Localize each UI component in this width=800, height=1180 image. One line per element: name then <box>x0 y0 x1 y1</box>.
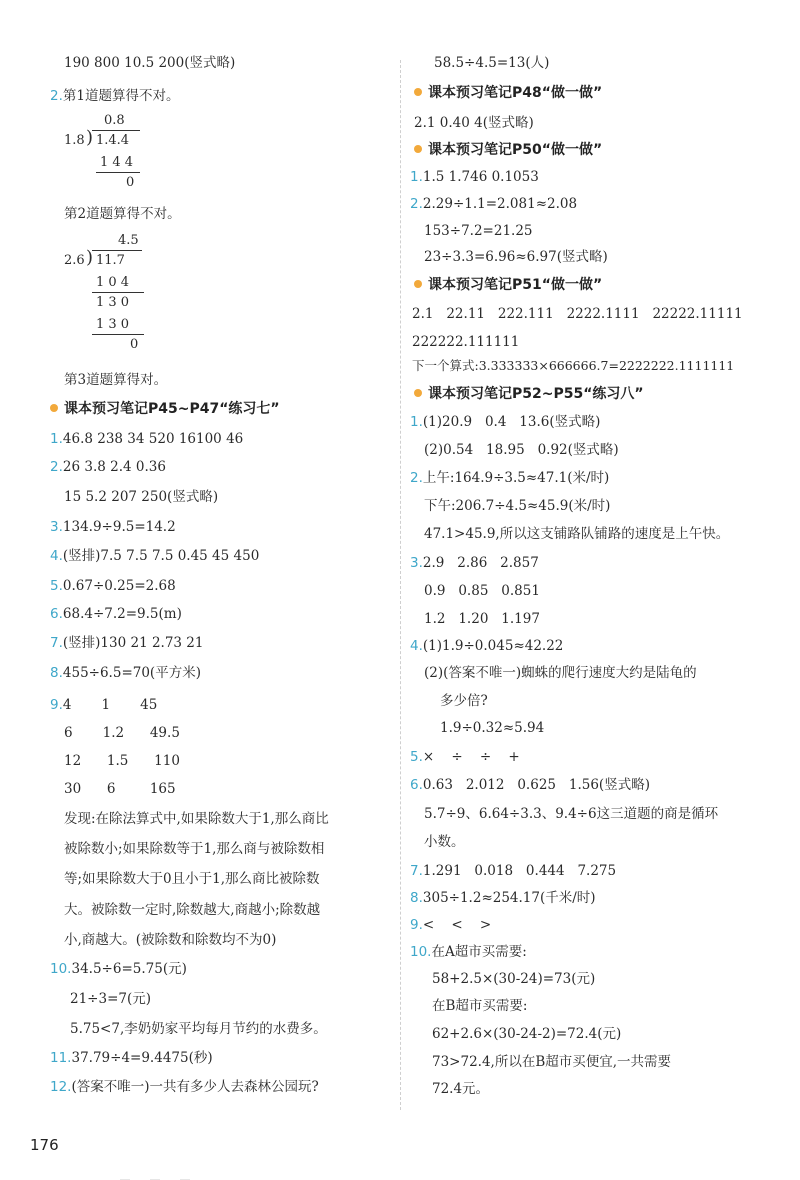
answer-line: 0.9 0.85 0.851 <box>424 583 540 599</box>
answer-line: 1.1.5 1.746 0.1053 <box>410 169 539 185</box>
answer-line: 12.(答案不唯一)一共有多少人去森林公园玩? <box>50 1079 319 1095</box>
answer-line: 2.26 3.8 2.4 0.36 <box>50 459 166 475</box>
answer-line: 153÷7.2=21.25 <box>424 223 533 239</box>
answer-line: 30 6 165 <box>64 781 176 797</box>
answer-line: 第2道题算得不对。 <box>64 206 181 222</box>
section-header: 课本预习笔记P48“做一做” <box>414 84 602 102</box>
answer-line: 1.46.8 238 34 520 16100 46 <box>50 431 244 447</box>
bullet-dot-icon <box>414 280 422 288</box>
answer-line: 10.在A超市买需要: <box>410 944 527 960</box>
long-division-2 <box>60 234 190 358</box>
long-division-1 <box>60 114 180 194</box>
answer-line: 被除数小;如果除数等于1,那么商与被除数相 <box>64 841 325 857</box>
division-bar <box>92 292 144 293</box>
answer-line: 在B超市买需要: <box>432 998 528 1014</box>
division-remainder: 0 <box>126 175 135 190</box>
answer-line: 4.(竖排)7.5 7.5 7.5 0.45 45 450 <box>50 548 260 564</box>
answer-line: 2.1 22.11 222.111 2222.1111 22222.11111 <box>412 306 743 322</box>
section-header: 课本预习笔记P52~P55“练习八” <box>414 385 644 403</box>
answer-line: 190 800 10.5 200(竖式略) <box>64 55 236 71</box>
answer-line: 2.2.29÷1.1=2.081≈2.08 <box>410 196 578 212</box>
division-partial: 1 3 0 <box>96 295 130 310</box>
division-dividend: 11.7 <box>96 253 125 268</box>
answer-line: 10.34.5÷6=5.75(元) <box>50 961 187 977</box>
answer-line: 第3道题算得对。 <box>64 372 168 388</box>
answer-line: 3.2.9 2.86 2.857 <box>410 555 539 571</box>
answer-line: 11.37.79÷4=9.4475(秒) <box>50 1050 213 1066</box>
answer-line: (2)(答案不唯一)蜘蛛的爬行速度大约是陆龟的 <box>424 665 697 681</box>
division-bar <box>96 172 140 173</box>
answer-line: 21÷3=7(元) <box>70 991 152 1007</box>
footer-rule <box>0 1168 800 1180</box>
division-bar <box>92 130 140 131</box>
answer-line: 5.75<7,李奶奶家平均每月节约的水费多。 <box>70 1021 327 1037</box>
answer-line: 2.第1道题算得不对。 <box>50 88 180 104</box>
answer-line: 5.0.67÷0.25=2.68 <box>50 578 176 594</box>
division-bracket: ) <box>86 127 94 148</box>
answer-line: 5.7÷9、6.64÷3.3、9.4÷6这三道题的商是循环 <box>424 806 719 822</box>
division-bar <box>92 334 144 335</box>
answer-line: 23÷3.3=6.96≈6.97(竖式略) <box>424 249 608 265</box>
answer-line: 8.305÷1.2≈254.17(千米/时) <box>410 890 596 906</box>
answer-line: 多少倍? <box>440 693 488 709</box>
answer-line: 58.5÷4.5=13(人) <box>434 55 550 71</box>
bullet-dot-icon <box>50 404 58 412</box>
answer-line: 72.4元。 <box>432 1081 490 1097</box>
bullet-dot-icon <box>414 145 422 153</box>
bullet-dot-icon <box>414 389 422 397</box>
answer-line: 4.(1)1.9÷0.045≈42.22 <box>410 638 564 654</box>
division-dividend: 1.4.4 <box>96 133 130 148</box>
answer-line: 6.68.4÷7.2=9.5(m) <box>50 606 182 622</box>
division-bar <box>92 250 142 251</box>
division-bracket: ) <box>86 247 94 268</box>
answer-line: 62+2.6×(30-24-2)=72.4(元) <box>432 1026 622 1042</box>
division-divisor: 1.8 <box>64 133 85 148</box>
answer-line: 下午:206.7÷4.5≈45.9(米/时) <box>424 498 611 514</box>
answer-line: 73>72.4,所以在B超市买便宜,一共需要 <box>432 1054 672 1070</box>
division-product: 1 4 4 <box>100 155 134 170</box>
answer-line: 8.455÷6.5=70(平方米) <box>50 665 201 681</box>
answer-line: 3.134.9÷9.5=14.2 <box>50 519 176 535</box>
answer-line: 小,商越大。(被除数和除数均不为0) <box>64 932 277 948</box>
column-divider <box>400 60 401 1110</box>
answer-line: 大。被除数一定时,除数越大,商越小;除数越 <box>64 902 321 918</box>
answer-line: 47.1>45.9,所以这支铺路队铺路的速度是上午快。 <box>424 526 730 542</box>
answer-line: 下一个算式:3.333333×666666.7=2222222.1111111 <box>412 358 735 373</box>
answer-line: 6 1.2 49.5 <box>64 725 180 741</box>
answer-line: 5.× ÷ ÷ + <box>410 749 520 765</box>
answer-line: 1.2 1.20 1.197 <box>424 611 540 627</box>
answer-line: 发现:在除法算式中,如果除数大于1,那么商比 <box>64 811 329 827</box>
answer-line: 7.1.291 0.018 0.444 7.275 <box>410 863 617 879</box>
section-header: 课本预习笔记P45~P47“练习七” <box>50 400 280 418</box>
division-product: 1 3 0 <box>96 317 130 332</box>
division-quotient: 4.5 <box>118 233 139 248</box>
bullet-dot-icon <box>414 88 422 96</box>
answer-line: 15 5.2 207 250(竖式略) <box>64 489 219 505</box>
answer-line: 2.上午:164.9÷3.5≈47.1(米/时) <box>410 470 610 486</box>
answer-line: 9.< < > <box>410 917 492 933</box>
page-number: 176 <box>30 1136 59 1154</box>
division-quotient: 0.8 <box>104 113 125 128</box>
section-header: 课本预习笔记P50“做一做” <box>414 141 602 159</box>
answer-line: 6.0.63 2.012 0.625 1.56(竖式略) <box>410 777 650 793</box>
answer-line: 等;如果除数大于0且小于1,那么商比被除数 <box>64 871 320 887</box>
answer-line: 2.1 0.40 4(竖式略) <box>414 115 534 131</box>
answer-line: 222222.111111 <box>412 334 520 350</box>
answer-line: 7.(竖排)130 21 2.73 21 <box>50 635 204 651</box>
answer-line: 小数。 <box>424 834 465 850</box>
answer-line: 58+2.5×(30-24)=73(元) <box>432 971 596 987</box>
section-header: 课本预习笔记P51“做一做” <box>414 276 602 294</box>
answer-line: 9.4 1 45 <box>50 697 158 713</box>
answer-line: 1.(1)20.9 0.4 13.6(竖式略) <box>410 414 601 430</box>
division-divisor: 2.6 <box>64 253 85 268</box>
answer-line: 1.9÷0.32≈5.94 <box>440 720 545 736</box>
answer-line: (2)0.54 18.95 0.92(竖式略) <box>424 442 619 458</box>
division-remainder: 0 <box>130 337 139 352</box>
division-product: 1 0 4 <box>96 275 130 290</box>
answer-line: 12 1.5 110 <box>64 753 180 769</box>
